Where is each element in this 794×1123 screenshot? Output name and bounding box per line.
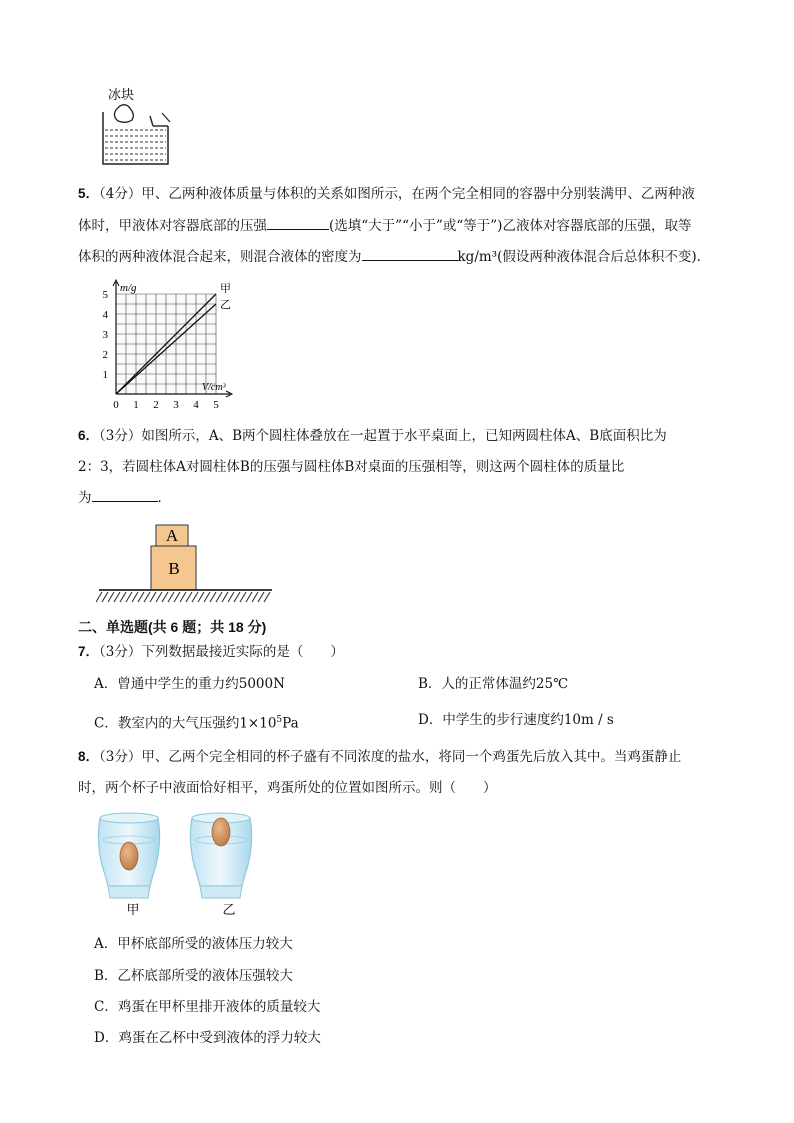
q5-text-3b: kg/m³(假设两种液体混合后总体积不变)．: [457, 249, 711, 265]
hatch-mark: [108, 592, 114, 602]
q7-number: 7．: [78, 644, 100, 659]
hatch-mark: [228, 592, 234, 602]
q5-text-2a: 体时，甲液体对容器底部的压强: [78, 218, 267, 234]
q5-text-1: 甲、乙两种液体质量与体积的关系如图所示，在两个完全相同的容器中分别装满甲、乙两种液: [141, 186, 695, 202]
hatch-mark: [144, 592, 150, 602]
hatch-mark: [234, 592, 240, 602]
hatch-mark: [258, 592, 264, 602]
hatch-mark: [252, 592, 258, 602]
q7-option-d[interactable]: D．中学生的步行速度约10m / s: [418, 712, 614, 728]
x-tick-label: 4: [193, 399, 199, 411]
q8-text-1: 甲、乙两个完全相同的杯子盛有不同浓度的盐水，将同一个鸡蛋先后放入其中。当鸡蛋静止: [141, 749, 682, 765]
hatch-mark: [132, 592, 138, 602]
q7-option-c-unit: Pa: [282, 715, 299, 732]
q7-option-b[interactable]: B．人的正常体温约25℃: [418, 676, 569, 692]
cylinders-figure: [96, 522, 276, 606]
ice-label: 冰块: [108, 87, 135, 102]
cup-label-yi: 乙: [222, 902, 236, 917]
q8-line-2: [78, 778, 497, 798]
egg-yi: [212, 818, 230, 846]
hatch-mark: [96, 592, 102, 602]
q5-number: 5．: [78, 186, 100, 201]
section-2-title: 二、单选题(共 6 题；共 18 分): [78, 619, 267, 635]
q6-text-1: 如图所示，A、B两个圆柱体叠放在一起置于水平桌面上，已知两圆柱体A、B底面积比为: [141, 428, 667, 444]
q7-score: （3分）: [99, 644, 142, 660]
q8-text-2: 时，两个杯子中液面恰好相平，鸡蛋所处的位置如图所示。则（ ）: [78, 780, 497, 796]
hatch-mark: [150, 592, 156, 602]
q8-option-b[interactable]: B．乙杯底部所受的液体压强较大: [94, 968, 293, 984]
hatch-mark: [192, 592, 198, 602]
hatch-mark: [240, 592, 246, 602]
egg-jia: [120, 842, 138, 870]
q6-line-1: [78, 426, 667, 446]
cylinder-b-label: B: [168, 559, 180, 578]
q6-number: 6．: [78, 428, 100, 443]
hatch-mark: [156, 592, 162, 602]
series-label: 甲: [220, 283, 231, 295]
q8-line-1: [78, 747, 681, 767]
x-tick-label: 3: [173, 399, 179, 411]
y-tick-label: 5: [102, 289, 108, 301]
q8-option-c[interactable]: C．鸡蛋在甲杯里排开液体的质量较大: [94, 999, 321, 1015]
q5-text-3a: 体积的两种液体混合起来，则混合液体的密度为: [78, 249, 362, 265]
hatch-mark: [264, 592, 270, 602]
q7-stem-line: [78, 642, 344, 662]
q7-option-c-exponent: 5: [276, 715, 283, 725]
q8-score: （3分）: [99, 749, 142, 765]
q5-line-2: [78, 215, 691, 236]
q7-option-c-text: C．教室内的大气压强约1×10: [94, 715, 277, 732]
q5-blank-1[interactable]: [267, 215, 329, 230]
ice-block-shape: [114, 105, 133, 123]
q8-option-d[interactable]: D．鸡蛋在乙杯中受到液体的浮力较大: [94, 1030, 321, 1046]
q6-blank[interactable]: [92, 487, 158, 502]
q6-text-2: 2：3，若圆柱体A对圆柱体B的压强与圆柱体B对桌面的压强相等，则这两个圆柱体的质量比: [78, 459, 625, 475]
hatch-mark: [204, 592, 210, 602]
series-label: 乙: [220, 299, 231, 311]
x-tick-label: 0: [113, 399, 119, 411]
y-tick-label: 4: [102, 309, 108, 321]
hatch-mark: [186, 592, 192, 602]
x-tick-label: 1: [133, 399, 139, 411]
hatch-mark: [126, 592, 132, 602]
hatch-mark: [114, 592, 120, 602]
cup-yi: [190, 813, 251, 898]
hatch-mark: [216, 592, 222, 602]
q8-option-a[interactable]: A．甲杯底部所受的液体压力较大: [94, 936, 293, 952]
hatch-mark: [180, 592, 186, 602]
cup-jia: [98, 813, 159, 898]
q7-stem: 下列数据最接近实际的是（ ）: [141, 644, 344, 660]
q5-text-2b: (选填“大于”“小于”或“等于”)乙液体对容器底部的压强，取等: [329, 218, 692, 234]
q6-line-3: [78, 487, 171, 508]
hatch-mark: [198, 592, 204, 602]
hatch-mark: [168, 592, 174, 602]
hatch-mark: [102, 592, 108, 602]
hatch-mark: [210, 592, 216, 602]
y-tick-label: 1: [102, 369, 108, 381]
q7-option-c[interactable]: [94, 710, 299, 734]
ice-container-figure: [96, 86, 176, 168]
x-tick-label: 2: [153, 399, 159, 411]
q6-line-2: [78, 457, 624, 477]
y-axis-label: m/g: [120, 282, 137, 294]
y-tick-label: 2: [102, 349, 108, 361]
q6-text-3a: 为: [78, 490, 92, 506]
q5-score: （4分）: [99, 186, 142, 202]
q5-blank-2[interactable]: [362, 246, 458, 261]
hatch-mark: [246, 592, 252, 602]
cups-figure: [92, 810, 272, 922]
q6-score: （3分）: [99, 428, 142, 444]
q5-line-3: [78, 246, 710, 267]
x-axis-label: V/cm³: [202, 382, 226, 393]
q8-number: 8．: [78, 749, 100, 764]
hatch-mark: [222, 592, 228, 602]
hatch-mark: [162, 592, 168, 602]
cylinder-a-label: A: [165, 526, 179, 545]
q5-line-1: [78, 184, 695, 204]
hatch-mark: [120, 592, 126, 602]
cup-label-jia: 甲: [126, 902, 140, 917]
hatch-mark: [174, 592, 180, 602]
y-tick-label: 3: [102, 329, 108, 341]
q6-text-3b: ．: [157, 490, 171, 506]
hatch-mark: [138, 592, 144, 602]
x-tick-label: 5: [213, 399, 219, 411]
mass-volume-chart: [98, 276, 264, 416]
q7-option-a[interactable]: A．曾通中学生的重力约5000N: [94, 676, 285, 692]
